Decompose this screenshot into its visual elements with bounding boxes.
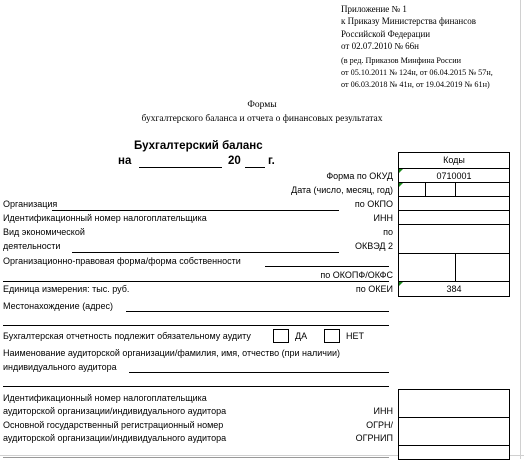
ogrn-label-2: аудиторской организации/индивидуального аудитора <box>3 433 227 443</box>
okopf-label: по ОКОПФ/ОКФС <box>320 270 393 280</box>
date-split <box>455 182 456 196</box>
okud-value[interactable]: 0710001 <box>436 171 472 181</box>
bottom-line <box>3 457 389 458</box>
appendix-line: от 05.10.2011 № 124н, от 06.04.2015 № 57н, <box>341 68 493 78</box>
audit-required-label: Бухгалтерская отчетность подлежит обязательному аудиту <box>3 331 251 341</box>
okopf-split <box>455 253 456 281</box>
appendix-line: Российской Федерации <box>341 28 431 39</box>
codes-row-line <box>398 196 510 197</box>
inn-label: ИНН <box>373 213 393 223</box>
audit-yes-label: ДА <box>295 331 308 341</box>
cell-marker-icon <box>399 282 403 286</box>
okved-label: ОКВЭД 2 <box>354 241 393 251</box>
auditor-name-label-2: индивидуального аудитора <box>3 362 117 372</box>
audit-no-checkbox[interactable] <box>324 329 340 343</box>
legal-form-label: Организационно-правовая форма/форма собственности <box>3 256 241 266</box>
unit-label: Единица измерения: тыс. руб. <box>3 284 130 294</box>
auditor-inn-code-label: ИНН <box>373 406 393 416</box>
balance-title: Бухгалтерский баланс <box>134 140 263 152</box>
po-label: по <box>383 227 393 237</box>
cell-marker-icon <box>399 169 403 173</box>
codes-row-line <box>398 253 510 254</box>
legal-form-field-line-2[interactable] <box>3 281 389 282</box>
inn-full-label: Идентификационный номер налогоплательщика <box>3 213 207 223</box>
codes-row-line <box>398 281 510 282</box>
auditor-codes-row-line <box>398 417 510 418</box>
location-field-line[interactable] <box>126 311 389 312</box>
balance-on: на <box>118 155 132 167</box>
audit-yes-checkbox[interactable] <box>273 329 289 343</box>
forms-subtitle: бухгалтерского баланса и отчета о финансовых результатах <box>141 114 383 124</box>
date-label: Дата (число, месяц, год) <box>291 185 393 195</box>
auditor-inn-label-2: аудиторской организации/индивидуального аудитора <box>3 406 227 416</box>
year-field-line <box>245 167 265 168</box>
appendix-edits <box>341 55 493 92</box>
ogrnip-code-label: ОГРНИП <box>355 433 393 443</box>
grid-line <box>520 0 521 459</box>
auditor-name-field-line[interactable] <box>129 372 389 373</box>
okei-value[interactable]: 384 <box>446 284 462 294</box>
year-suffix: г. <box>268 155 275 167</box>
auditor-name-field-line-2[interactable] <box>3 386 389 387</box>
separator <box>3 325 389 326</box>
codes-row-line <box>398 168 510 169</box>
org-label: Организация <box>3 199 58 209</box>
appendix-block <box>341 3 476 52</box>
legal-form-field-line[interactable] <box>265 266 389 267</box>
ogrn-code-label: ОГРН/ <box>366 420 393 430</box>
auditor-inn-label-1: Идентификационный номер налогоплательщика <box>3 393 207 403</box>
ogrn-label-1: Основной государственный регистрационный номер <box>3 420 224 430</box>
date-split <box>425 182 426 196</box>
okei-label: по ОКЕИ <box>355 284 393 294</box>
appendix-line: (в ред. Приказов Минфина России <box>341 56 462 65</box>
year-prefix: 20 <box>228 155 241 167</box>
location-label: Местонахождение (адрес) <box>3 301 113 311</box>
codes-row-line <box>398 210 510 211</box>
codes-header: Коды <box>443 155 465 165</box>
okpo-label: по ОКПО <box>354 199 393 209</box>
codes-row-line <box>398 224 510 225</box>
auditor-name-label-1: Наименование аудиторской организации/фамилия, имя, отчество (при наличии) <box>3 348 341 358</box>
date-field-line <box>139 167 222 168</box>
audit-no-label: НЕТ <box>346 331 364 341</box>
codes-row-line <box>398 182 510 183</box>
org-field-line[interactable] <box>52 210 339 211</box>
okud-label: Форма по ОКУД <box>326 171 393 181</box>
appendix-line: от 02.07.2010 № 66н <box>341 40 419 51</box>
activity-field-line[interactable] <box>72 252 339 253</box>
auditor-codes-row-line <box>398 445 510 446</box>
appendix-line: от 06.03.2018 № 41н, от 19.04.2019 № 61н) <box>341 80 490 90</box>
cell-marker-icon <box>399 183 403 187</box>
appendix-line: к Приказу Министерства финансов <box>341 16 476 27</box>
appendix-line: Приложение № 1 <box>341 4 407 14</box>
auditor-codes-table <box>398 389 510 460</box>
activity-label-1: Вид экономической <box>3 227 85 237</box>
activity-label-2: деятельности <box>3 241 61 251</box>
forms-title: Формы <box>247 100 277 110</box>
